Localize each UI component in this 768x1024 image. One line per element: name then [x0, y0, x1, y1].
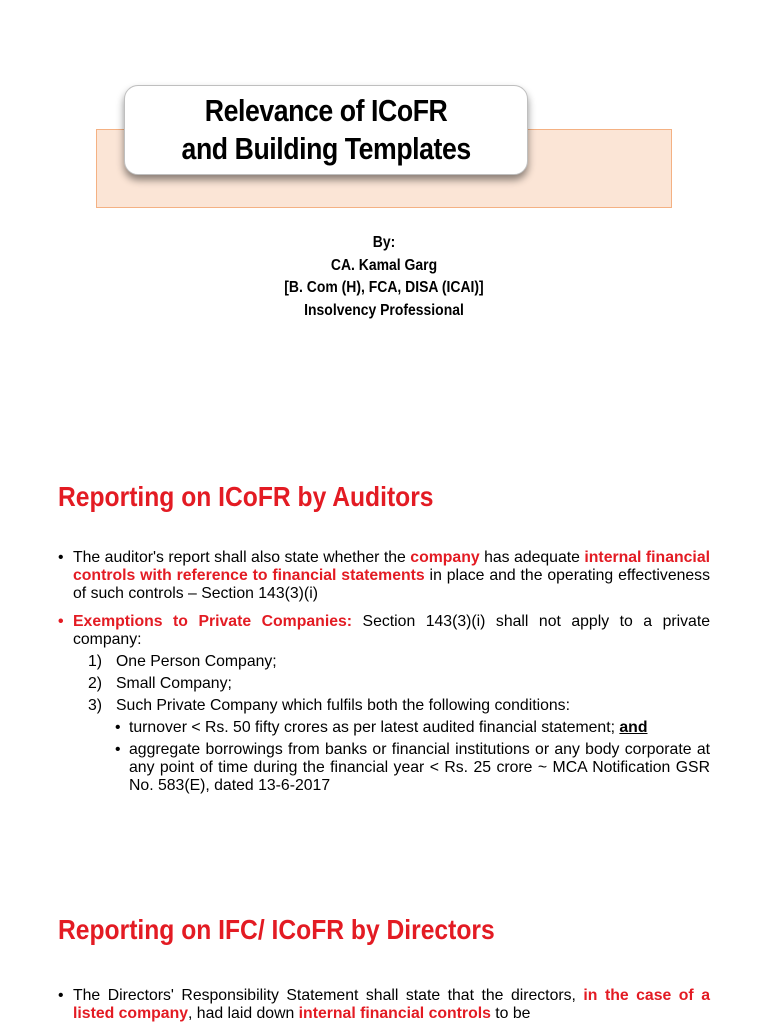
- highlight-listed-company: in the case of a listed company: [73, 987, 710, 1022]
- text-run: The Directors' Responsibility Statement shall state that the directors,: [73, 987, 584, 1004]
- text-run: aggregate borrowings from banks or financial institutions or any body corporate at any point of time during the financial year < Rs. 25 crore ~ MCA Notification GSR No. 583(E), dated 13-6-2017: [129, 741, 710, 794]
- bullet-icon: •: [115, 719, 121, 736]
- sub-list-item: [115, 719, 710, 737]
- author-qualifications: [B. Com (H), FCA, DISA (ICAI)]: [284, 279, 484, 296]
- list-number: 2): [88, 675, 103, 692]
- bullet-icon: •: [58, 549, 64, 566]
- bullet-icon: •: [115, 741, 121, 758]
- text-run: turnover < Rs. 50 fifty crores as per latest audited financial statement;: [129, 719, 620, 736]
- bullet-icon: •: [58, 613, 64, 630]
- section-heading-directors: Reporting on IFC/ ICoFR by Directors: [58, 914, 495, 945]
- title-line-2: and Building Templates: [181, 131, 471, 166]
- list-number: 1): [88, 653, 103, 670]
- sub-list-item: [115, 741, 710, 795]
- list-text: Small Company;: [116, 675, 232, 692]
- highlight-exemptions: Exemptions to Private Companies:: [73, 613, 353, 630]
- exemption-list: [58, 653, 710, 795]
- author-block: [0, 232, 768, 322]
- highlight-ifc: internal financial controls with reference to financial statements: [73, 549, 710, 584]
- highlight-ifc: internal financial controls: [298, 1005, 491, 1022]
- by-label: By:: [372, 234, 396, 251]
- text-run: , had laid down: [188, 1005, 299, 1022]
- and-emphasis: and: [619, 719, 648, 736]
- text-run: The auditor's report shall also state whether the: [73, 549, 411, 566]
- list-text: One Person Company;: [116, 653, 277, 670]
- title-line-1: Relevance of ICoFR: [204, 93, 448, 128]
- paragraph-directors-statement: [58, 987, 710, 1023]
- text-run: in place and the operating effectiveness of such controls – Section 143(3)(i): [73, 567, 710, 602]
- section-heading-auditors: Reporting on ICoFR by Auditors: [58, 481, 434, 512]
- text-run: has adequate: [479, 549, 585, 566]
- list-number: 3): [88, 697, 103, 714]
- list-item: [88, 675, 710, 693]
- list-item: [88, 697, 710, 715]
- bullet-icon: •: [58, 987, 64, 1004]
- section-body-auditors: [58, 549, 710, 795]
- author-role: Insolvency Professional: [304, 301, 464, 319]
- text-run: Section 143(3)(i) shall not apply to a private company:: [73, 613, 710, 648]
- list-text: Such Private Company which fulfils both the following conditions:: [116, 697, 570, 714]
- paragraph-exemptions: [58, 613, 710, 649]
- highlight-company: company: [410, 549, 480, 566]
- list-item: [88, 653, 710, 671]
- paragraph-auditor-report: [58, 549, 710, 603]
- section-body-directors: [58, 987, 710, 1023]
- title-box: [124, 85, 528, 175]
- author-name: CA. Kamal Garg: [330, 256, 438, 274]
- text-run: to be: [490, 1005, 531, 1022]
